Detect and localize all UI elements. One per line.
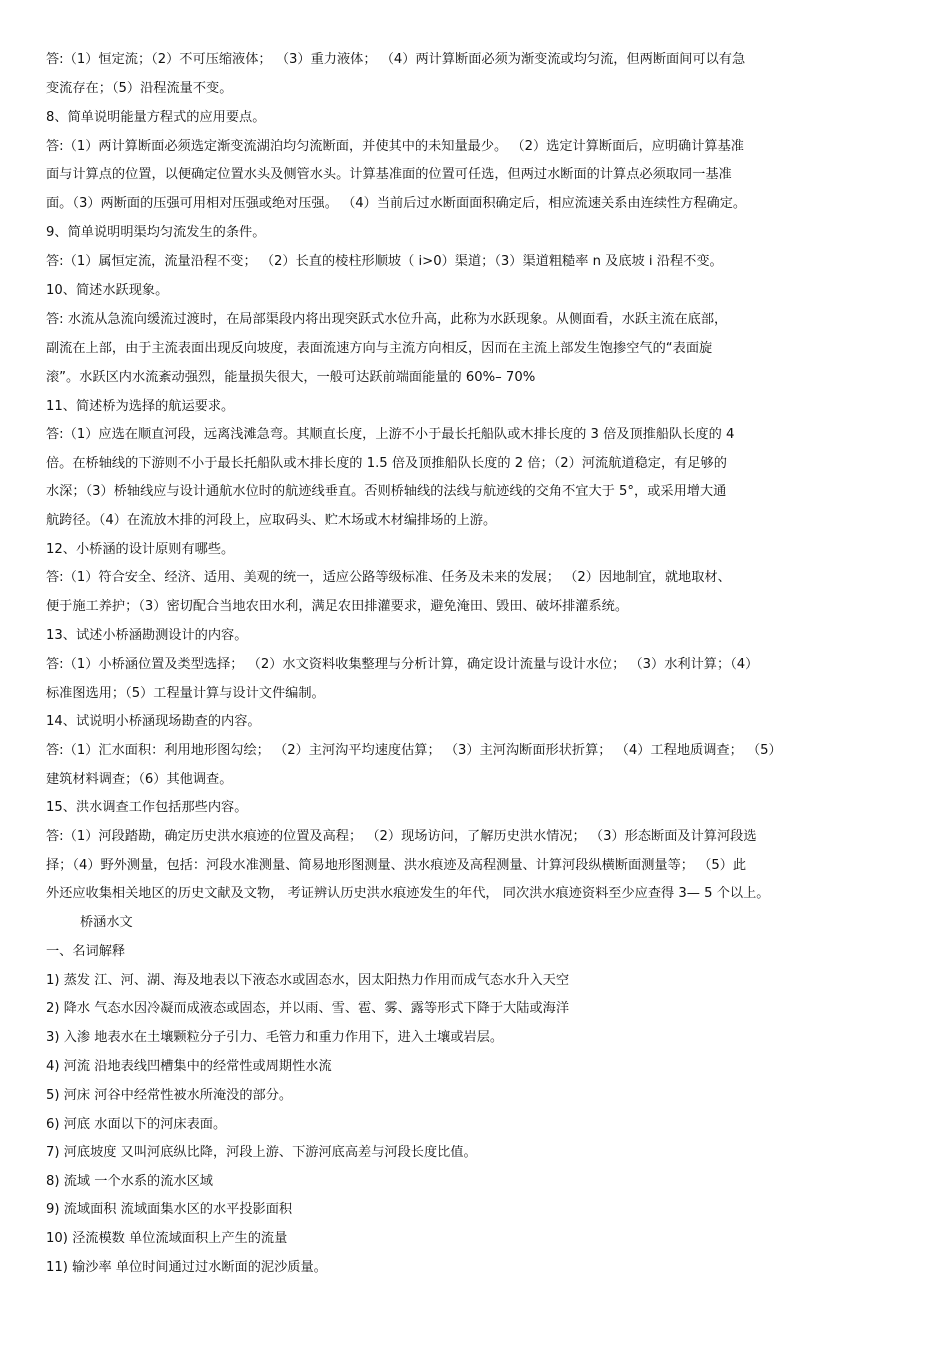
text-line: 答:（1）符合安全、经济、适用、美观的统一，适应公路等级标准、任务及未来的发展； （2）因地制宜，就地取材、 [46, 570, 731, 585]
text-line: 答:（1）恒定流；（2）不可压缩液体； （3）重力液体； （4）两计算断面必须为渐变流或均匀流，但两断面间可以有急 [46, 52, 746, 67]
question-heading: 14、试说明小桥涵现场勘查的内容。 [46, 714, 261, 729]
text-line: 面。（3）两断面的压强可用相对压强或绝对压强。 （4）当前后过水断面面积确定后，相应流速关系由连续性方程确定。 [46, 196, 747, 211]
text-line: 滚”。水跃区内水流紊动强烈，能量损失很大，一般可达跃前端面能量的 60%– 70% [46, 370, 536, 385]
question-heading: 11、简述桥为选择的航运要求。 [46, 399, 235, 414]
text-line: 面与计算点的位置，以便确定位置水头及侧管水头。计算基准面的位置可任选，但两过水断面的计算点必须取同一基准 [46, 167, 732, 182]
text-line: 变流存在；（5）沿程流量不变。 [46, 81, 233, 96]
text-line: 答:（1）两计算断面必须选定渐变流湖泊均匀流断面，并使其中的未知量最少。 （2）选定计算断面后，应明确计算基准 [46, 139, 744, 154]
term-item: 4) 河流 沿地表线凹槽集中的经常性或周期性水流 [46, 1059, 332, 1074]
term-item: 7) 河底坡度 又叫河底纵比降，河段上游、下游河底高差与河段长度比值。 [46, 1145, 477, 1160]
term-item: 1) 蒸发 江、河、湖、海及地表以下液态水或固态水，因太阳热力作用而成气态水升入天空 [46, 973, 570, 988]
text-line: 答: 水流从急流向缓流过渡时，在局部渠段内将出现突跃式水位升高，此称为水跃现象。从侧面看，水跃主流在底部， [46, 312, 728, 327]
text-line: 外还应收集相关地区的历史文献及文物， 考证辨认历史洪水痕迹发生的年代， 同次洪水痕迹资料至少应查得 3— 5 个以上。 [46, 886, 770, 901]
question-heading: 10、简述水跃现象。 [46, 283, 169, 298]
subsection-title: 一、名词解释 [46, 944, 126, 959]
text-line: 副流在上部，由于主流表面出现反向坡度，表面流速方向与主流方向相反，因而在主流上部发生饱掺空气的“表面旋 [46, 341, 713, 356]
text-line: 答:（1）汇水面积：利用地形图勾绘； （2）主河沟平均速度估算； （3）主河沟断面形状折算； （4）工程地质调查； （5） [46, 743, 782, 758]
term-item: 9) 流域面积 流域面集水区的水平投影面积 [46, 1202, 293, 1217]
text-line: 水深；（3）桥轴线应与设计通航水位时的航迹线垂直。否则桥轴线的法线与航迹线的交角不宜大于 5°，或采用增大通 [46, 484, 727, 499]
term-item: 3) 入渗 地表水在土壤颗粒分子引力、毛管力和重力作用下，进入土壤或岩层。 [46, 1030, 504, 1045]
text-line: 航跨径。（4）在流放木排的河段上，应取码头、贮木场或木材编排场的上游。 [46, 513, 497, 528]
question-heading: 13、试述小桥涵勘测设计的内容。 [46, 628, 248, 643]
text-line: 答:（1）河段踏勘，确定历史洪水痕迹的位置及高程； （2）现场访问，了解历史洪水情况； （3）形态断面及计算河段选 [46, 829, 757, 844]
text-line: 倍。在桥轴线的下游则不小于最长托船队或木排长度的 1.5 倍及顶推船队长度的 2 倍；（2）河流航道稳定，有足够的 [46, 456, 727, 471]
text-line: 答:（1）应选在顺直河段，远离浅滩急弯。其顺直长度，上游不小于最长托船队或木排长度的 3 倍及顶推船队长度的 4 [46, 427, 735, 442]
text-line: 建筑材料调查；（6）其他调查。 [46, 772, 233, 787]
term-item: 5) 河床 河谷中经常性被水所淹没的部分。 [46, 1088, 293, 1103]
term-item: 6) 河底 水面以下的河床表面。 [46, 1117, 227, 1132]
question-heading: 15、洪水调查工作包括那些内容。 [46, 800, 248, 815]
section-title: 桥涵水文 [80, 915, 133, 930]
term-item: 2) 降水 气态水因冷凝而成液态或固态，并以雨、雪、雹、雾、露等形式下降于大陆或海洋 [46, 1001, 570, 1016]
question-heading: 12、小桥涵的设计原则有哪些。 [46, 542, 235, 557]
text-line: 答:（1）属恒定流，流量沿程不变； （2）长直的棱柱形顺坡（ i>0）渠道；（3）渠道粗糙率 n 及底坡 i 沿程不变。 [46, 254, 723, 269]
term-item: 11) 输沙率 单位时间通过过水断面的泥沙质量。 [46, 1260, 327, 1275]
question-heading: 8、简单说明能量方程式的应用要点。 [46, 110, 266, 125]
text-line: 标准图选用；（5）工程量计算与设计文件编制。 [46, 686, 325, 701]
text-line: 答:（1）小桥涵位置及类型选择； （2）水文资料收集整理与分析计算，确定设计流量与设计水位； （3）水利计算；（4） [46, 657, 759, 672]
text-line: 择；（4）野外测量，包括：河段水准测量、简易地形图测量、洪水痕迹及高程测量、计算河段纵横断面测量等； （5）此 [46, 858, 747, 873]
question-heading: 9、简单说明明渠均匀流发生的条件。 [46, 225, 266, 240]
term-item: 10) 泾流模数 单位流域面积上产生的流量 [46, 1231, 288, 1246]
term-item: 8) 流域 一个水系的流水区域 [46, 1174, 213, 1189]
text-line: 便于施工养护；（3）密切配合当地农田水利，满足农田排灌要求，避免淹田、毁田、破坏排灌系统。 [46, 599, 629, 614]
